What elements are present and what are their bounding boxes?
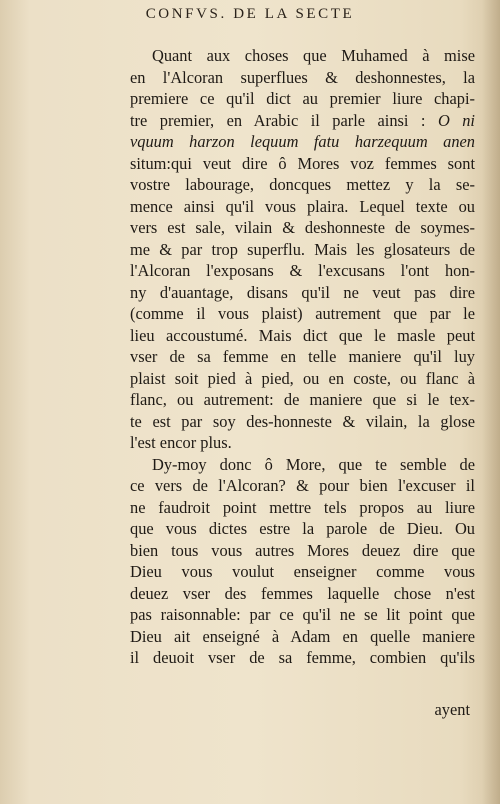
text-line: (comme il vous plaist) autrement que par le [130,304,475,323]
text-line: l'est encor plus. [130,433,232,452]
text-line: deuez vser des femmes laquelle chose n'est [130,583,475,603]
text-line: vostre labourage, doncques mettez y la se- [130,175,475,194]
text-line: Dieu vous voulut enseigner comme vous [130,562,475,581]
text-line: vers est sale, vilain & deshonneste de soymes- [130,218,475,237]
text-line: te est par soy des-honneste & vilain, la glose [130,411,475,431]
italic-fragment: O ni [437,110,475,130]
text-line: bien tous vous autres Mores deuez dire que [130,540,475,560]
text-line: me & par trop superflu. Mais les glosateurs de [130,239,475,259]
text-line: il deuoit vser de sa femme, combien qu'ils [130,648,475,667]
text-line: en l'Alcoran superflues & deshonnestes, la [130,67,475,87]
text-line [130,110,475,132]
text-line: ce vers de l'Alcoran? & pour bien l'excuser il [130,476,475,495]
text-line: l'Alcoran l'exposans & l'excusans l'ont hon- [130,261,475,280]
text-line: situm:qui veut dire ô Mores voz femmes sont [130,153,475,173]
text-line: flanc, ou autrement: de maniere que si le tex- [130,390,475,409]
text-line: ne faudroit point mettre tels propos au liure [130,497,475,517]
text-line: que vous dictes estre la parole de Dieu. Ou [130,519,475,538]
page-edge-shadow [482,0,500,804]
text-line: Dieu ait enseigné à Adam en quelle maniere [130,626,475,646]
text-line: premiere ce qu'il dict au premier liure chapi- [130,89,475,108]
text-line: Dy-moy donc ô More, que te semble de [152,454,475,474]
text-line-italic: vquum harzon lequum fatu harzequum anen [130,132,475,151]
text-line: plaist soit pied à pied, ou en coste, ou flanc à [130,368,475,388]
body-text [130,45,475,669]
catchword: ayent [434,700,470,719]
text-line: vser de sa femme en telle maniere qu'il luy [130,347,475,366]
text-fragment: tre premier, en Arabic il parle ainsi : [130,110,426,130]
text-line: pas raisonnable: par ce qu'il ne se lit point que [130,605,475,624]
text-line: Quant aux choses que Muhamed à mise [152,46,475,65]
running-head: CONFVS. DE LA SECTE [145,6,355,22]
text-line: mence ainsi qu'il vous plaira. Lequel texte ou [130,196,475,216]
text-line: ny d'auantage, disans qu'il ne veut pas dire [130,282,475,302]
text-line: lieu accoustumé. Mais dict que le masle peut [130,325,475,345]
